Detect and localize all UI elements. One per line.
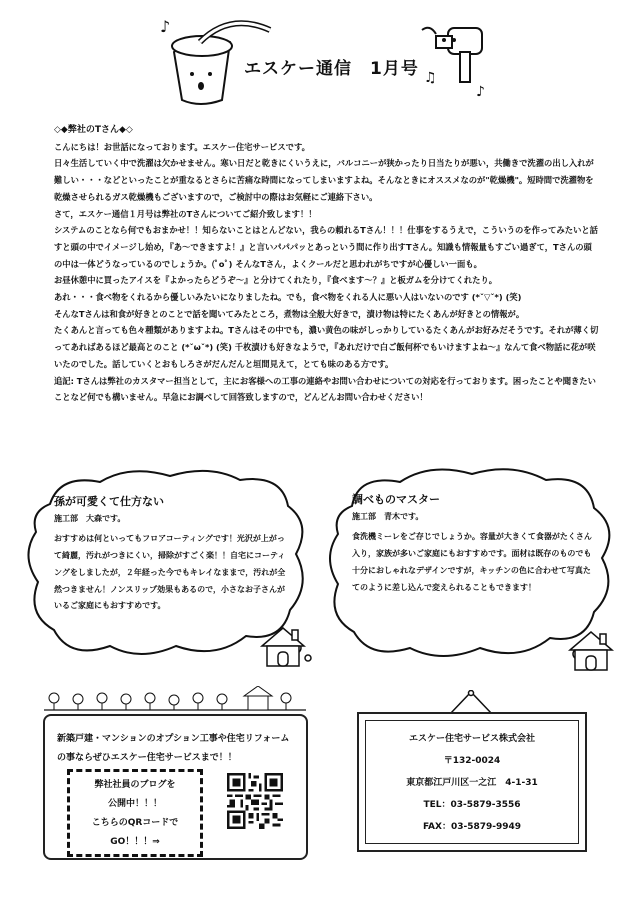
company-info-board <box>357 712 587 852</box>
blog-line: 弊社社員のブログを <box>94 780 176 790</box>
trees-decoration <box>44 686 306 712</box>
company-name: エスケー住宅サービス株式会社 <box>408 734 535 744</box>
article-paragraph: 日々生活していく中で洗濯は欠かせません。寒い日だと乾きにくいうえに，バルコニーが狭かったり日当たりが悪い，共働きで洗濯の出し入れが難しい・・・などといったことが重なるとさらに苦痛な時間になってしまいますよね。そんなときにオススメなのが"乾燥機"。短時間で洗濯物を乾燥させられるガス乾燥機もございますので，ご検討中の際はお気軽にご連絡下さい。 <box>54 158 594 202</box>
cloud-body: おすすめは何といってもフロアコーティングです！光沢が上がって綺麗，汚れがつきにくい，掃除がすごく楽！！自宅にコーティングをしましたが，２年経った今でもキレイなままで，汚れが全然つきません！ノンスリップ効果もあるので，小さなお子さんがいるご家庭にもおすすめです。 <box>54 534 286 611</box>
svg-text:♫: ♫ <box>424 70 437 86</box>
svg-text:♪: ♪ <box>476 84 485 100</box>
article-paragraph: システムのことなら何でもおまかせ！！知らないことはとんどない，我らの頼れるTさん！！！仕事をするうえで，こういうのを作ってみたいと話すと頭の中でイメージし始め，『あ〜できますよ！』と言いパパパッとあっという間に作り出すTさん。知識も情報量もすごい過ぎて，Tさんの頭の中は一体どうなっているのでしょうか。(ﾟoﾟ) そんなTさん，よくクールだと思われがちですが心優しい一面も。 <box>54 225 598 269</box>
article-paragraph: そんなTさんは和食が好きとのことで話を聞いてみたところ，煮物は全般大好きで，漬け物は特にたくあんが好きとの情報が。 <box>54 308 525 319</box>
staff-name: 施工部 青木です。 <box>352 511 424 521</box>
article-heading: ◇◆弊社のTさん◆◇ <box>54 125 133 135</box>
company-tel[interactable]: TEL：03-5879-3556 <box>423 800 521 810</box>
newsletter-title: エスケー通信 1月号 <box>244 59 419 79</box>
cloud-title: 孫が可愛くて仕方ない <box>54 495 164 508</box>
svg-text:♪: ♪ <box>160 17 171 36</box>
article-paragraph: あれ・・・食べ物をくれるから優しいみたいになりましたね。でも，食べ物をくれる人に悪い人はいないのです (*ˇ▽ˇ*) (笑) <box>54 292 522 303</box>
article-body <box>54 122 599 406</box>
article-paragraph: お昼休憩中に買ったアイスを『よかったらどうぞ〜』と分けてくれたり，『食べます〜？』と板ガムを分けてくれたり。 <box>54 275 498 286</box>
promo-text: 新築戸建・マンションのオプション工事や住宅リフォームの事ならぜひエスケー住宅サービスまで！！ <box>57 734 290 763</box>
article-paragraph: 追記: Tさんは弊社のカスタマー担当として，主にお客様への工事の連絡やお問い合わせについての対応を行っております。困ったことや聞きたいことなど何でも構いません。早急にお調べして回答致しますので，どんどんお問い合わせください！ <box>54 375 596 403</box>
article-paragraph: たくあんと言っても色々種類がありますよね。Tさんはその中でも，濃い黄色の味がしっかりしているたくあんがお好みだそうです。それが薄く切ってあればあるほど最高とのこと (*ˇωˇ*) (笑) 千枚漬けも好きなようで，『あれだけで白ご飯何杯でもいけますよね〜』なんて食べ物話に花が咲いたのでした。話していくとおもしろさがだんだんと垣間見えて，とても味のある方です。 <box>54 325 599 369</box>
blog-line: GO！！！⇒ <box>110 837 160 847</box>
signboard-hook <box>446 690 496 714</box>
company-address: 東京都江戸川区一之江 4-1-31 <box>406 778 538 788</box>
qr-code[interactable] <box>227 773 283 829</box>
blog-promo-box <box>43 714 308 860</box>
cloud-body: 食洗機ミーレをご存じでしょうか。容量が大きくて食器がたくさん入り，家族が多いご家庭にもおすすめです。面材は既存のものでも十分におしゃれなデザインですが，キッチンの色に合わせて写真たてのように差し込んで変えられることもできます！ <box>352 532 592 592</box>
company-fax: FAX：03-5879-9949 <box>422 822 522 832</box>
blog-callout <box>67 769 203 857</box>
blog-line: 公開中！！！ <box>107 799 162 809</box>
staff-name: 施工部 大森です。 <box>54 513 126 523</box>
blog-line: こちらのQRコードで <box>91 818 179 828</box>
article-paragraph: さて，エスケー通信１月号は弊社のTさんについてご紹介致します！！ <box>54 208 317 219</box>
cloud-title: 調べものマスター <box>352 493 440 506</box>
article-paragraph: こんにちは！お世話になっております。エスケー住宅サービスです。 <box>54 141 310 152</box>
house-icon <box>566 628 616 674</box>
postal-code: 〒132-0024 <box>443 756 501 766</box>
house-icon <box>258 624 308 670</box>
